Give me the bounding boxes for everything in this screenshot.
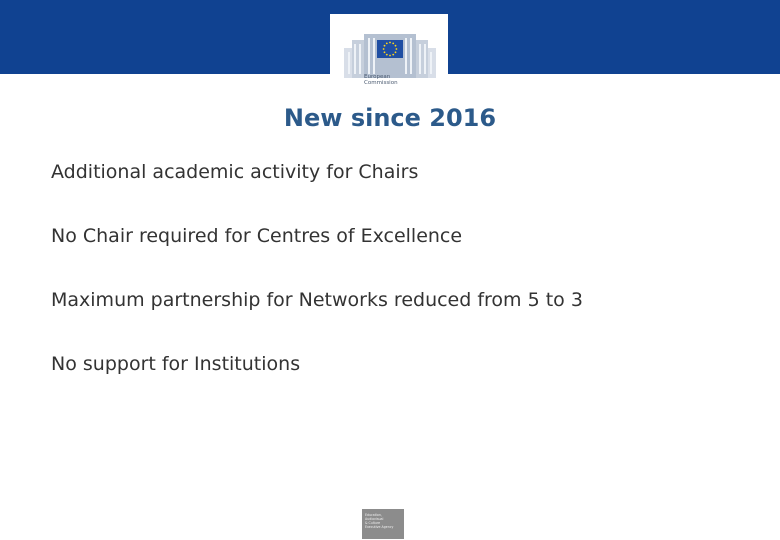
bullet-item-centres: No Chair required for Centres of Excellence: [51, 225, 463, 247]
footer-logo-line-3: & Culture: [365, 521, 381, 525]
bullet-item-institutions: No support for Institutions: [51, 353, 301, 375]
bullet-item-networks: Maximum partnership for Networks reduced from 5 to 3: [51, 289, 583, 311]
footer-logo-line-1: Education,: [365, 513, 382, 517]
slide-title: New since 2016: [283, 104, 497, 132]
logo-text-line-1: European: [364, 74, 391, 80]
european-commission-building-icon: [342, 30, 438, 78]
footer-logo-line-2: Audiovisual: [365, 517, 384, 521]
footer-logo-line-4: Executive Agency: [365, 525, 394, 529]
executive-agency-logo-text: [365, 513, 393, 529]
executive-agency-logo: [362, 509, 404, 539]
bullet-list: [51, 156, 583, 412]
bullet-item-chairs: Additional academic activity for Chairs: [51, 161, 419, 183]
european-commission-logo: [330, 14, 448, 94]
european-commission-wordmark: [364, 74, 398, 86]
logo-text-line-2: Commission: [364, 80, 398, 86]
